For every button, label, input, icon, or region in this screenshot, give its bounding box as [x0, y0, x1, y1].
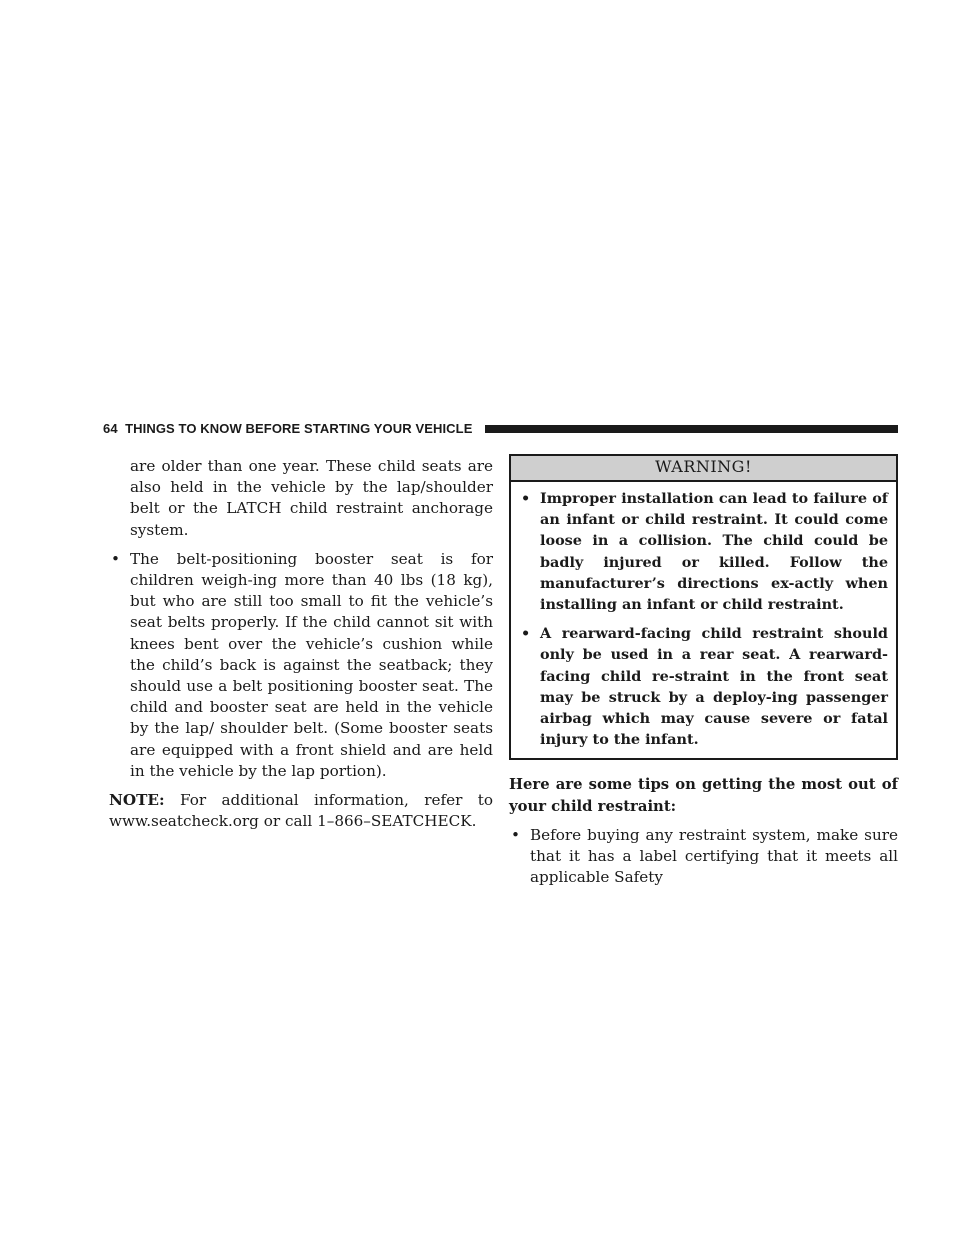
warning-item: [519, 623, 888, 750]
page-header: [103, 421, 898, 439]
warning-item-text: A rearward-facing child restraint should only be used in a rear seat. A rearward-facing child re-straint in the front seat may be struck by a deploy-ing passenger airbag which may cause severe or fatal injury to the infant.: [540, 625, 888, 749]
note-line-1: [109, 790, 493, 811]
list-item: [109, 549, 493, 782]
list-item: [509, 825, 898, 889]
continued-paragraph: are older than one year. These child seats are also held in the vehicle by the lap/shoulder belt or the LATCH child restraint anchorage system.: [130, 457, 493, 539]
header-text: [103, 421, 472, 437]
left-column: [109, 456, 493, 832]
page-number: 64: [103, 421, 118, 436]
list-item-text: Before buying any restraint system, make sure that it has a label certifying that it meets all applicable Safety: [530, 825, 898, 887]
bullet-marker: •: [111, 549, 120, 568]
bullet-marker: •: [511, 825, 520, 844]
list-item-text: The belt-positioning booster seat is for children weigh-ing more than 40 lbs (18 kg), but who are still too small to fit the vehicle’s seat belts properly. If the child cannot sit with knees bent over the vehicle’s cushion while the child’s back is against the seatback; they should use a belt positioning booster seat. The child and booster seat are held in the vehicle by the lap/ shoulder belt. (Some booster seats are equipped with a front shield and are held in the vehicle by the lap portion).: [130, 549, 493, 780]
note-label: NOTE:: [109, 791, 165, 810]
bullet-marker: •: [521, 490, 531, 507]
warning-box: [509, 454, 898, 760]
warning-title: WARNING!: [511, 456, 896, 482]
right-column: [509, 454, 898, 888]
note-line-2: www.seatcheck.org or call 1–866–SEATCHECK.: [109, 812, 477, 831]
bullet-marker: •: [521, 625, 531, 643]
section-title: THINGS TO KNOW BEFORE STARTING YOUR VEHICLE: [125, 421, 473, 436]
tips-intro: Here are some tips on getting the most out of your child restraint:: [509, 776, 898, 815]
warning-item: [519, 488, 888, 615]
warning-item-text: Improper installation can lead to failure of an infant or child restraint. It could come loose in a collision. The child could be badly injured or killed. Follow the manufacturer’s directions ex-actly when installing an infant or child restraint.: [540, 490, 888, 614]
header-rule-bar: [485, 425, 898, 433]
note-text: For additional information, refer to: [180, 791, 493, 810]
warning-body: [511, 482, 896, 758]
